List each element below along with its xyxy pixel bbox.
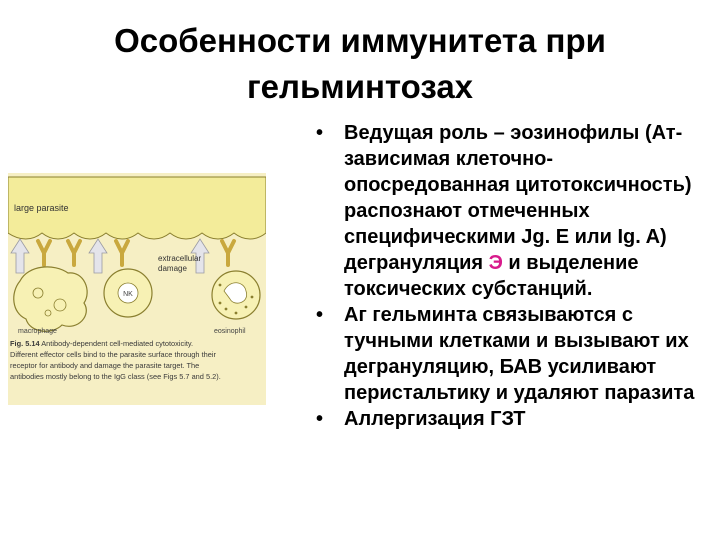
slide-title (20, 18, 700, 110)
caption-line-3: receptor for antibody and damage the parasite target. The (10, 361, 200, 370)
bullet-dot: • (316, 122, 324, 144)
slide-title-line-1: Особенности иммунитета при (114, 22, 606, 59)
nk-label: NK (123, 291, 133, 298)
figure-caption (10, 338, 266, 382)
caption-title: Antibody-dependent cell-mediated cytotoxicity. (41, 339, 194, 348)
bullet-item-1 (312, 120, 712, 302)
macrophage-label: macrophage (18, 328, 57, 335)
damage-label-line-2: damage (158, 264, 187, 273)
bullet-1-text: Ведущая роль – эозинофилы (Ат-зависимая клеточно-опосредованная цитотоксичность) распознают отмеченных специфическими Jg. E или Ig. A) дегрануляция (344, 122, 692, 274)
bullet-item-3 (312, 406, 712, 432)
caption-line-2: Different effector cells bind to the parasite surface through their (10, 350, 216, 359)
caption-line-4: antibodies mostly belong to the IgG class (see Figs 5.7 and 5.2). (10, 372, 221, 381)
bullet-dot: • (316, 304, 324, 326)
caption-line-1 (10, 338, 266, 349)
bullet-list (312, 120, 712, 432)
caption-fig-number: Fig. 5.14 (10, 339, 40, 348)
parasite-label: large parasite (14, 203, 69, 213)
bullet-3-text: Аллергизация ГЗТ (344, 408, 526, 430)
damage-label-line-1: extracellular (158, 254, 202, 263)
bullet-2-text: Аг гельминта связываются с тучными клетками и вызывают их дегрануляцию, БАВ усиливают перистальтику и удаляют паразита (344, 304, 695, 404)
bullet-1-text-end: и выделение токсических субстанций. (344, 252, 639, 300)
eosinophil-label: eosinophil (214, 328, 246, 335)
bullet-item-2 (312, 302, 712, 406)
bullet-1-accent: Э (488, 252, 503, 274)
slide-title-line-2: гельминтозах (246, 68, 474, 105)
bullet-dot: • (316, 408, 324, 430)
